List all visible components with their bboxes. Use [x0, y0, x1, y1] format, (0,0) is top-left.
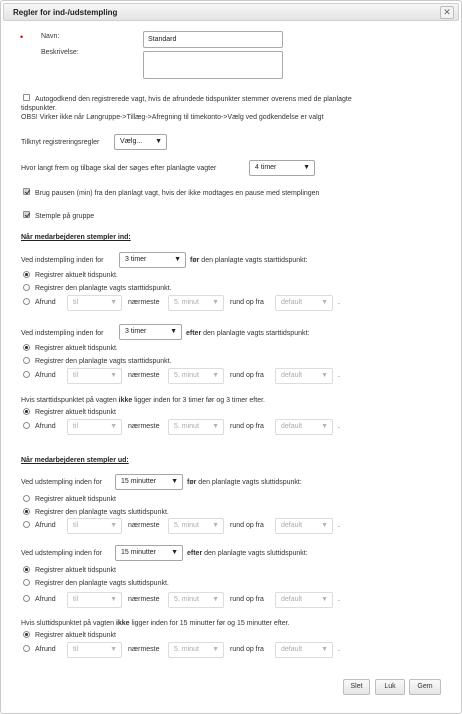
select-placeholder: default: [281, 372, 303, 379]
out-after-planned-radio[interactable]: [23, 579, 30, 586]
out-before-select[interactable]: [115, 474, 183, 490]
chevron-down-icon: ▼: [171, 549, 178, 556]
chevron-down-icon: ▼: [321, 299, 328, 306]
in-outside-round-to-select[interactable]: [67, 419, 122, 435]
select-placeholder: default: [281, 596, 303, 603]
out-after-actual-radio[interactable]: [23, 566, 30, 573]
out-after-suffix-text: den planlagte vagts sluttidspunkt:: [204, 550, 308, 557]
chevron-down-icon: ▼: [212, 522, 219, 529]
out-after-select[interactable]: [115, 545, 183, 561]
in-before-prefix: Ved indstempling inden for: [21, 257, 104, 264]
round-from-label: rund op fra: [230, 423, 264, 430]
out-before-planned-radio[interactable]: [23, 508, 30, 515]
out-after-default-select[interactable]: [275, 592, 333, 608]
dialog-titlebar: [3, 3, 459, 21]
name-label: Navn:: [41, 33, 60, 40]
in-before-select[interactable]: [119, 252, 186, 268]
out-outside-actual-radio[interactable]: [23, 631, 30, 638]
in-outside-text-bold: ikke: [118, 397, 133, 404]
in-outside-text-post: ligger inden for 3 timer før og 3 timer efter.: [134, 397, 265, 404]
in-after-suffix-text: den planlagte vagts starttidspunkt:: [203, 330, 310, 337]
registration-rules-select[interactable]: [114, 134, 167, 150]
out-after-minute-select[interactable]: [168, 592, 224, 608]
in-before-actual-radio[interactable]: [23, 271, 30, 278]
in-after-value: 3 timer: [125, 328, 147, 335]
in-after-round-to-select[interactable]: [67, 368, 122, 384]
out-before-planned-label: Registrer den planlagte vagts sluttidspunkt.: [35, 509, 169, 516]
out-outside-text-bold: ikke: [115, 620, 130, 627]
select-placeholder: 5. minut: [174, 423, 199, 430]
select-placeholder: default: [281, 299, 303, 306]
period: .: [338, 423, 340, 430]
select-placeholder: til: [73, 372, 79, 379]
round-label: Afrund: [35, 522, 56, 529]
period: .: [338, 596, 340, 603]
in-before-value: 3 timer: [125, 256, 147, 263]
chevron-down-icon: ▼: [212, 596, 219, 603]
out-before-prefix: Ved udstempling inden for: [21, 479, 102, 486]
round-from-label: rund op fra: [230, 299, 264, 306]
out-before-round-to-select[interactable]: [67, 518, 122, 534]
out-after-planned-label: Registrer den planlagte vagts sluttidspunkt.: [35, 580, 169, 587]
period: .: [338, 299, 340, 306]
out-after-suffix-bold: efter: [187, 550, 203, 557]
auto-approve-text-line2: tidspunkter.: [21, 105, 57, 112]
chevron-down-icon: ▼: [321, 423, 328, 430]
chevron-down-icon: ▼: [171, 478, 178, 485]
out-before-suffix-text: den planlagte vagts sluttidspunkt:: [198, 479, 302, 486]
nearest-label: nærmeste: [128, 522, 160, 529]
out-after-actual-label: Registrer aktuelt tidspunkt: [35, 567, 116, 574]
auto-approve-text-line1: Autogodkend den registrerede vagt, hvis de afrundede tidspunkter stemmer overens med de planlagte: [35, 96, 352, 103]
select-placeholder: 5. minut: [174, 372, 199, 379]
out-after-suffix: [187, 550, 308, 557]
out-outside-default-select[interactable]: [275, 642, 333, 658]
out-after-round-radio[interactable]: [23, 595, 30, 602]
round-from-label: rund op fra: [230, 372, 264, 379]
auto-approve-checkbox[interactable]: [23, 94, 30, 101]
out-outside-text-post: ligger inden for 15 minutter før og 15 minutter efter.: [131, 620, 290, 627]
chevron-down-icon: ▼: [303, 164, 310, 171]
save-button[interactable]: Gem: [409, 679, 441, 695]
out-before-default-select[interactable]: [275, 518, 333, 534]
in-outside-actual-label: Registrer aktuelt tidspunkt: [35, 409, 116, 416]
chevron-down-icon: ▼: [321, 522, 328, 529]
chevron-down-icon: ▼: [170, 328, 177, 335]
nearest-label: nærmeste: [128, 423, 160, 430]
in-after-suffix-bold: efter: [186, 330, 202, 337]
in-before-suffix-bold: før: [190, 257, 200, 264]
in-after-suffix: [186, 330, 309, 337]
out-after-value: 15 minutter: [121, 549, 157, 556]
round-label: Afrund: [35, 646, 56, 653]
round-from-label: rund op fra: [230, 646, 264, 653]
delete-button[interactable]: Slet: [343, 679, 370, 695]
in-outside-text-pre: Hvis starttidspunktet på vagten: [21, 397, 117, 404]
in-before-planned-label: Registrer den planlagte vagts starttidspunkt.: [35, 285, 172, 292]
use-break-checkbox[interactable]: [23, 188, 30, 195]
in-after-default-select[interactable]: [275, 368, 333, 384]
registration-rules-value: Vælg...: [120, 138, 143, 145]
in-outside-round-radio[interactable]: [23, 422, 30, 429]
round-from-label: rund op fra: [230, 596, 264, 603]
close-button[interactable]: Luk: [375, 679, 405, 695]
search-window-label: Hvor langt frem og tilbage skal der søges efter planlagte vagter: [21, 165, 217, 172]
chevron-down-icon: ▼: [321, 372, 328, 379]
in-after-actual-label: Registrer aktuelt tidspunkt.: [35, 345, 118, 352]
out-before-actual-radio[interactable]: [23, 495, 30, 502]
in-before-actual-label: Registrer aktuelt tidspunkt.: [35, 272, 118, 279]
in-before-minute-select[interactable]: [168, 295, 224, 311]
period: .: [338, 522, 340, 529]
out-outside-round-to-select[interactable]: [67, 642, 122, 658]
chevron-down-icon: ▼: [110, 372, 117, 379]
in-after-prefix: Ved indstempling inden for: [21, 330, 104, 337]
close-icon[interactable]: ✕: [440, 6, 454, 19]
in-after-minute-select[interactable]: [168, 368, 224, 384]
out-before-round-radio[interactable]: [23, 521, 30, 528]
select-placeholder: til: [73, 596, 79, 603]
select-placeholder: default: [281, 522, 303, 529]
period: .: [338, 372, 340, 379]
out-before-suffix-bold: før: [187, 479, 197, 486]
out-after-prefix: Ved udstempling inden for: [21, 550, 102, 557]
round-from-label: rund op fra: [230, 522, 264, 529]
chevron-down-icon: ▼: [155, 138, 162, 145]
chevron-down-icon: ▼: [110, 596, 117, 603]
round-label: Afrund: [35, 299, 56, 306]
round-label: Afrund: [35, 372, 56, 379]
auto-approve-note: OBS! Virker ikke når Løngruppe->Tillæg->Afregning til timekonto->Vælg ved godkendelse er valgt: [21, 114, 324, 121]
in-outside-text: [21, 397, 265, 404]
in-after-planned-radio[interactable]: [23, 357, 30, 364]
nearest-label: nærmeste: [128, 299, 160, 306]
select-placeholder: 5. minut: [174, 522, 199, 529]
chevron-down-icon: ▼: [110, 423, 117, 430]
chevron-down-icon: ▼: [321, 596, 328, 603]
chevron-down-icon: ▼: [110, 522, 117, 529]
select-placeholder: til: [73, 299, 79, 306]
select-placeholder: 5. minut: [174, 596, 199, 603]
chevron-down-icon: ▼: [110, 646, 117, 653]
stamp-group-label: Stemple på gruppe: [35, 213, 95, 220]
dialog-title: Regler for ind-/udstempling: [13, 8, 118, 17]
select-placeholder: default: [281, 646, 303, 653]
out-before-minute-select[interactable]: [168, 518, 224, 534]
in-after-select[interactable]: [119, 324, 182, 340]
nearest-label: nærmeste: [128, 596, 160, 603]
registration-rules-label: Tilknyt registreringsregler: [21, 139, 100, 146]
in-before-round-to-select[interactable]: [67, 295, 122, 311]
out-outside-round-radio[interactable]: [23, 645, 30, 652]
in-before-suffix: [190, 257, 308, 264]
use-break-label: Brug pausen (min) fra den planlagt vagt, hvis der ikke modtages en pause med stemplingen: [35, 190, 320, 197]
chevron-down-icon: ▼: [212, 372, 219, 379]
stamp-in-heading: Når medarbejderen stempler ind:: [21, 234, 131, 241]
select-placeholder: til: [73, 423, 79, 430]
chevron-down-icon: ▼: [212, 299, 219, 306]
in-after-actual-radio[interactable]: [23, 344, 30, 351]
chevron-down-icon: ▼: [212, 646, 219, 653]
in-before-default-select[interactable]: [275, 295, 333, 311]
nearest-label: nærmeste: [128, 372, 160, 379]
select-placeholder: til: [73, 522, 79, 529]
out-after-round-to-select[interactable]: [67, 592, 122, 608]
in-before-planned-radio[interactable]: [23, 284, 30, 291]
out-before-actual-label: Registrer aktuelt tidspunkt: [35, 496, 116, 503]
select-placeholder: 5. minut: [174, 299, 199, 306]
in-after-round-radio[interactable]: [23, 371, 30, 378]
out-outside-minute-select[interactable]: [168, 642, 224, 658]
select-placeholder: 5. minut: [174, 646, 199, 653]
round-label: Afrund: [35, 423, 56, 430]
description-label: Beskrivelse:: [41, 49, 79, 56]
out-outside-text-pre: Hvis sluttidspunktet på vagten: [21, 620, 114, 627]
nearest-label: nærmeste: [128, 646, 160, 653]
out-before-value: 15 minutter: [121, 478, 157, 485]
in-outside-minute-select[interactable]: [168, 419, 224, 435]
in-outside-default-select[interactable]: [275, 419, 333, 435]
in-before-round-radio[interactable]: [23, 298, 30, 305]
select-placeholder: til: [73, 646, 79, 653]
in-outside-actual-radio[interactable]: [23, 408, 30, 415]
round-label: Afrund: [35, 596, 56, 603]
stamp-group-checkbox[interactable]: [23, 211, 30, 218]
name-input[interactable]: Standard: [143, 31, 283, 48]
required-marker: •: [20, 32, 24, 42]
chevron-down-icon: ▼: [212, 423, 219, 430]
search-window-value: 4 timer: [255, 164, 277, 171]
period: .: [338, 646, 340, 653]
stamp-out-heading: Når medarbejderen stempler ud:: [21, 457, 129, 464]
chevron-down-icon: ▼: [110, 299, 117, 306]
chevron-down-icon: ▼: [321, 646, 328, 653]
select-placeholder: default: [281, 423, 303, 430]
search-window-select[interactable]: [249, 160, 315, 176]
description-textarea[interactable]: [143, 51, 283, 79]
chevron-down-icon: ▼: [174, 256, 181, 263]
in-before-suffix-text: den planlagte vagts starttidspunkt:: [201, 257, 308, 264]
out-outside-text: [21, 620, 290, 627]
out-outside-actual-label: Registrer aktuelt tidspunkt: [35, 632, 116, 639]
out-before-suffix: [187, 479, 302, 486]
in-after-planned-label: Registrer den planlagte vagts starttidspunkt.: [35, 358, 172, 365]
